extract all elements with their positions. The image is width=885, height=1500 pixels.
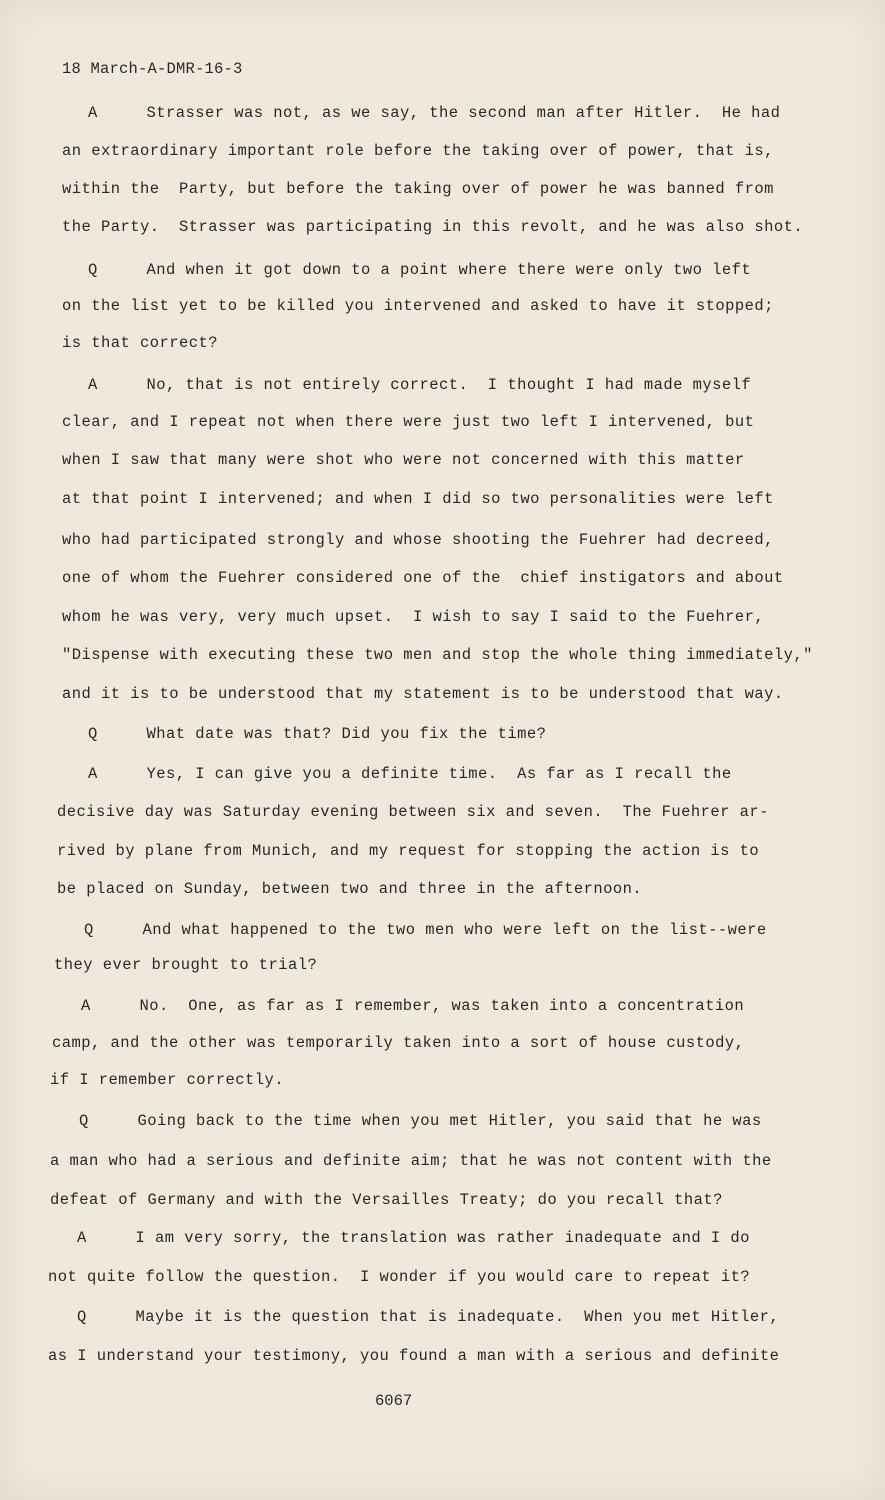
text-line: Q Going back to the time when you met Hitler, you said that he was [79, 1112, 762, 1130]
text-line: A No, that is not entirely correct. I thought I had made myself [88, 376, 752, 394]
text-line: when I saw that many were shot who were not concerned with this matter [62, 451, 745, 469]
text-line: they ever brought to trial? [54, 956, 318, 974]
text-line: defeat of Germany and with the Versailles Treaty; do you recall that? [50, 1191, 723, 1209]
text-line: as I understand your testimony, you found a man with a serious and definite [48, 1347, 780, 1365]
text-line: camp, and the other was temporarily taken into a sort of house custody, [52, 1034, 745, 1052]
text-line: whom he was very, very much upset. I wish to say I said to the Fuehrer, [62, 608, 765, 626]
text-line: rived by plane from Munich, and my request for stopping the action is to [57, 842, 760, 860]
text-line: A Strasser was not, as we say, the second man after Hitler. He had [88, 104, 781, 122]
text-line: an extraordinary important role before the taking over of power, that is, [62, 142, 774, 160]
text-line: the Party. Strasser was participating in this revolt, and he was also shot. [62, 218, 804, 236]
text-line: "Dispense with executing these two men and stop the whole thing immediately," [62, 646, 813, 664]
text-line: at that point I intervened; and when I did so two personalities were left [62, 490, 774, 508]
document-header: 18 March-A-DMR-16-3 [62, 60, 243, 78]
text-line: one of whom the Fuehrer considered one of the chief instigators and about [62, 569, 784, 587]
text-line: Q What date was that? Did you fix the time? [88, 725, 547, 743]
text-line: Q And what happened to the two men who were left on the list--were [84, 921, 767, 939]
text-line: decisive day was Saturday evening between six and seven. The Fuehrer ar- [57, 803, 769, 821]
text-line: within the Party, but before the taking over of power he was banned from [62, 180, 774, 198]
text-line: Q Maybe it is the question that is inadequate. When you met Hitler, [77, 1308, 780, 1326]
page-number: 6067 [375, 1392, 413, 1410]
text-line: a man who had a serious and definite aim; that he was not content with the [50, 1152, 772, 1170]
text-line: A Yes, I can give you a definite time. As far as I recall the [88, 765, 732, 783]
text-line: if I remember correctly. [50, 1071, 285, 1089]
text-line: A I am very sorry, the translation was rather inadequate and I do [77, 1229, 750, 1247]
text-line: not quite follow the question. I wonder if you would care to repeat it? [48, 1268, 751, 1286]
text-line: Q And when it got down to a point where there were only two left [88, 261, 752, 279]
text-line: is that correct? [62, 334, 219, 352]
text-line: who had participated strongly and whose shooting the Fuehrer had decreed, [62, 531, 774, 549]
text-line: on the list yet to be killed you intervened and asked to have it stopped; [62, 297, 774, 315]
text-line: clear, and I repeat not when there were just two left I intervened, but [62, 413, 755, 431]
text-line: be placed on Sunday, between two and three in the afternoon. [57, 880, 643, 898]
text-line: and it is to be understood that my statement is to be understood that way. [62, 685, 784, 703]
text-line: A No. One, as far as I remember, was taken into a concentration [81, 997, 745, 1015]
